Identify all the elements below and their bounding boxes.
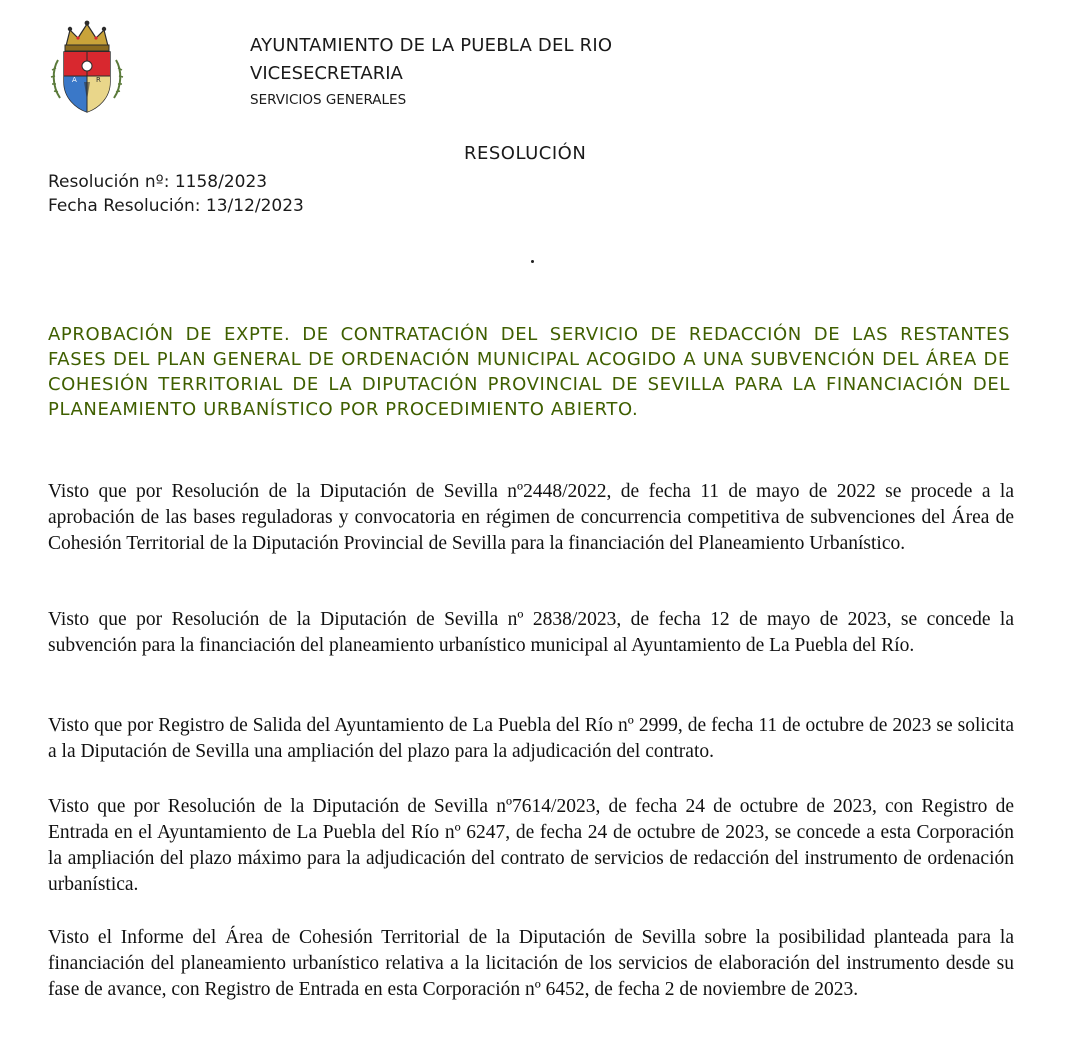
municipal-crest-icon [48,16,126,116]
section-name: SERVICIOS GENERALES [250,92,407,108]
body-paragraph: Visto que por Resolución de la Diputación de Sevilla nº 2838/2023, de fecha 12 de mayo de 2023, se concede la subvención para la financiación del planeamiento urbanístico municipal al Ayuntamiento de La Puebla del Río. [48,609,1014,656]
resolution-date: Fecha Resolución: 13/12/2023 [48,196,304,216]
department-name: VICESECRETARIA [250,63,403,84]
shield-icon [64,52,110,112]
dot-mark [531,260,534,263]
svg-text:R: R [96,76,101,84]
document-title: RESOLUCIÓN [464,143,587,164]
resolution-number: Resolución nº: 1158/2023 [48,172,268,192]
crown-icon [65,21,109,51]
body-paragraph: Visto que por Resolución de la Diputación de Sevilla nº2448/2022, de fecha 11 de mayo de 2022 se procede a la aprobación de las bases reguladoras y convocatoria en régimen de concurrencia competitiva de subvenciones del Área de Cohesión Territorial de la Diputación Provincial de Sevilla para la financiación del Planeamiento Urbanístico. [48,481,1014,554]
resolution-meta [48,170,304,218]
organization-header [250,34,612,110]
body-paragraph: Visto que por Registro de Salida del Ayuntamiento de La Puebla del Río nº 2999, de fecha 11 de octubre de 2023 se solicita a la Diputación de Sevilla una ampliación del plazo para la adjudicación del contrato. [48,715,1014,762]
organization-name: AYUNTAMIENTO DE LA PUEBLA DEL RIO [250,35,613,56]
svg-text:A: A [72,76,77,84]
resolution-subject: APROBACIÓN DE EXPTE. DE CONTRATACIÓN DEL SERVICIO DE REDACCIÓN DE LAS RESTANTES FASES DEL PLAN GENERAL DE ORDENACIÓN MUNICIPAL ACOGIDO A UNA SUBVENCIÓN DEL ÁREA DE COHESIÓN TERRITORIAL DE LA DIPUTACIÓN PROVINCIAL DE SEVILLA PARA LA FINANCIACIÓN DEL PLANEAMIENTO URBANÍSTICO POR PROCEDIMIENTO ABIERTO. [48,324,1010,420]
body-paragraph: Visto el Informe del Área de Cohesión Territorial de la Diputación de Sevilla sobre la posibilidad planteada para la financiación del planeamiento urbanístico relativa a la licitación de los servicios de elaboración del instrumento desde su fase de avance, con Registro de Entrada en esta Corporación nº 6452, de fecha 2 de noviembre de 2023. [48,927,1014,1000]
body-paragraph: Visto que por Resolución de la Diputación de Sevilla nº7614/2023, de fecha 24 de octubre de 2023, con Registro de Entrada en el Ayuntamiento de La Puebla del Río nº 6247, de fecha 24 de octubre de 2023, se concede a esta Corporación la ampliación del plazo máximo para la adjudicación del contrato de servicios de redacción del instrumento de ordenación urbanística. [48,796,1014,895]
